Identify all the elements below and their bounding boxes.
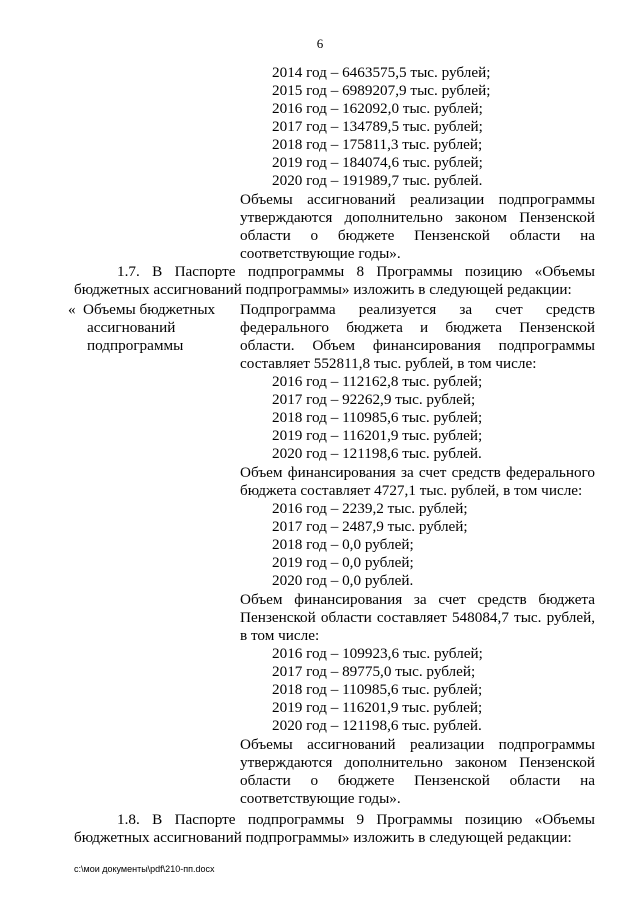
- regional-line: в том числе:: [240, 627, 320, 644]
- footer-filepath: c:\мои документы\pdf\210-пп.docx: [74, 864, 215, 874]
- year-line: 2018 год – 110985,6 тыс. рублей;: [272, 681, 483, 698]
- year-line: 2020 год – 121198,6 тыс. рублей.: [272, 717, 482, 734]
- year-line: 2016 год – 112162,8 тыс. рублей;: [272, 373, 483, 390]
- paragraph-1-7: бюджетных ассигнований подпрограммы» изложить в следующей редакции:: [74, 281, 572, 298]
- open-quote: «: [68, 301, 76, 318]
- paragraph-1-8: 1.8. В Паспорте подпрограммы 9 Программы позицию «Объемы: [117, 811, 595, 828]
- year-line: 2014 год – 6463575,5 тыс. рублей;: [272, 64, 491, 81]
- intro-line: федерального бюджета и бюджета Пензенской: [240, 319, 595, 336]
- intro-line: области. Объем финансирования подпрограммы: [240, 337, 595, 354]
- federal-line: Объем финансирования за счет средств федерального: [240, 464, 595, 481]
- year-line: 2017 год – 89775,0 тыс. рублей;: [272, 663, 476, 680]
- closing-line: области о бюджете Пензенской области на: [240, 227, 595, 244]
- closing-line: Объемы ассигнований реализации подпрограммы: [240, 191, 595, 208]
- intro-line: составляет 552811,8 тыс. рублей, в том числе:: [240, 355, 537, 372]
- closing-line: соответствующие годы».: [240, 245, 401, 262]
- year-line: 2017 год – 92262,9 тыс. рублей;: [272, 391, 476, 408]
- paragraph-1-7: 1.7. В Паспорте подпрограммы 8 Программы позицию «Объемы: [117, 263, 595, 280]
- year-line: 2020 год – 0,0 рублей.: [272, 572, 414, 589]
- federal-line: бюджета составляет 4727,1 тыс. рублей, в том числе:: [240, 482, 583, 499]
- year-line: 2016 год – 109923,6 тыс. рублей;: [272, 645, 483, 662]
- row-label: подпрограммы: [87, 337, 184, 354]
- year-line: 2016 год – 162092,0 тыс. рублей;: [272, 100, 483, 117]
- closing-line: утверждаются дополнительно законом Пензенской: [240, 209, 595, 226]
- year-line: 2019 год – 0,0 рублей;: [272, 554, 414, 571]
- year-line: 2018 год – 175811,3 тыс. рублей;: [272, 136, 483, 153]
- year-line: 2019 год – 184074,6 тыс. рублей;: [272, 154, 483, 171]
- row-label: ассигнований: [87, 319, 176, 336]
- paragraph-1-8: бюджетных ассигнований подпрограммы» изложить в следующей редакции:: [74, 829, 572, 846]
- regional-line: Пензенской области составляет 548084,7 тыс. рублей,: [240, 609, 595, 626]
- year-line: 2018 год – 0,0 рублей;: [272, 536, 414, 553]
- regional-line: Объем финансирования за счет средств бюджета: [240, 591, 595, 608]
- page-number: 6: [316, 36, 324, 51]
- year-line: 2019 год – 116201,9 тыс. рублей;: [272, 427, 483, 444]
- year-line: 2018 год – 110985,6 тыс. рублей;: [272, 409, 483, 426]
- year-line: 2017 год – 134789,5 тыс. рублей;: [272, 118, 483, 135]
- year-line: 2019 год – 116201,9 тыс. рублей;: [272, 699, 483, 716]
- closing-line: утверждаются дополнительно законом Пензенской: [240, 754, 595, 771]
- year-line: 2017 год – 2487,9 тыс. рублей;: [272, 518, 468, 535]
- year-line: 2020 год – 121198,6 тыс. рублей.: [272, 445, 482, 462]
- year-line: 2015 год – 6989207,9 тыс. рублей;: [272, 82, 491, 99]
- intro-line: Подпрограмма реализуется за счет средств: [240, 301, 595, 318]
- year-line: 2020 год – 191989,7 тыс. рублей.: [272, 172, 483, 189]
- closing-line: соответствующие годы».: [240, 790, 401, 807]
- closing-line: области о бюджете Пензенской области на: [240, 772, 595, 789]
- row-label: Объемы бюджетных: [83, 301, 216, 318]
- closing-line: Объемы ассигнований реализации подпрограммы: [240, 736, 595, 753]
- year-line: 2016 год – 2239,2 тыс. рублей;: [272, 500, 468, 517]
